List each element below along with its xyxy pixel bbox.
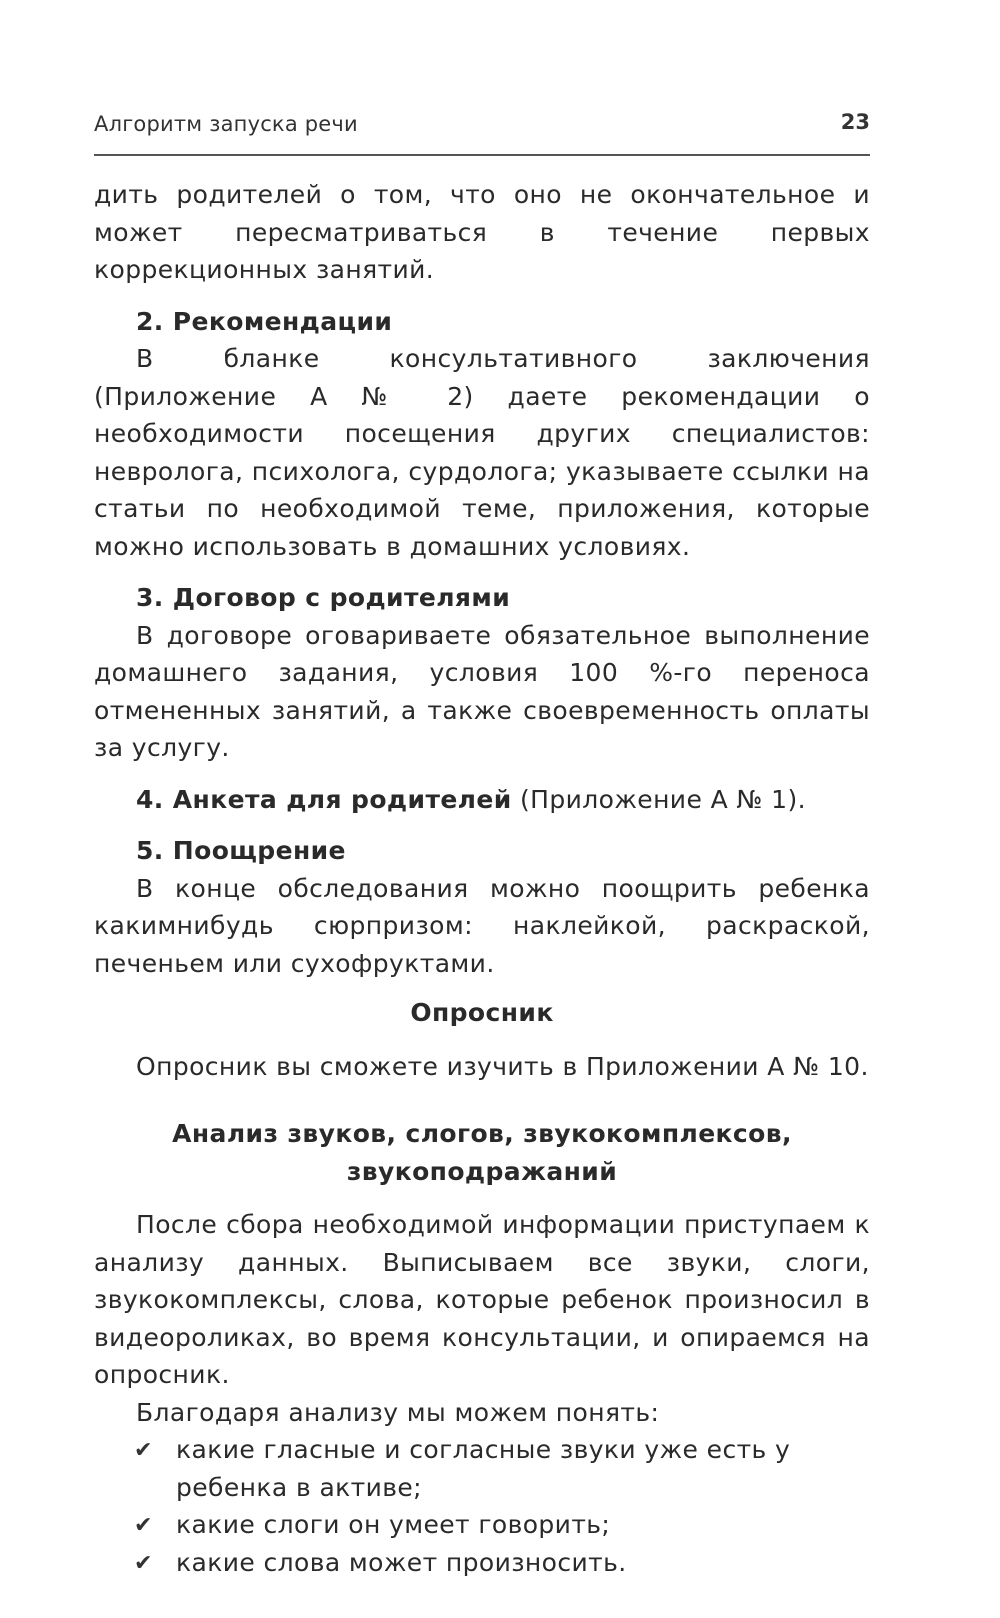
checkmark-icon: ✔ bbox=[134, 1550, 153, 1576]
list-item-text: какие слоги он умеет говорить; bbox=[176, 1510, 611, 1539]
section-text-recommendations: В бланке консультативного заключения (Приложение А № 2) даете рекомендации о необходимости посещения других специалистов: невролога, психолога, сурдолога; указываете ссылки на статьи по необходимой теме, приложения, которые можно использовать в домашних условиях. bbox=[94, 344, 870, 561]
checkmark-icon: ✔ bbox=[134, 1438, 153, 1463]
section-reference-parents-form: (Приложение А № 1). bbox=[511, 784, 806, 814]
list-item bbox=[94, 1544, 870, 1582]
heading-analysis bbox=[94, 1115, 870, 1190]
section-questionnaire-parents bbox=[94, 781, 870, 819]
page-body bbox=[94, 176, 870, 1581]
section-heading-reward: 5. Поощрение bbox=[136, 836, 346, 865]
heading-analysis-line2: звукоподражаний bbox=[346, 1156, 618, 1186]
analysis-lead: Благодаря анализу мы можем понять: bbox=[136, 1397, 660, 1427]
running-title: Алгоритм запуска речи bbox=[94, 112, 358, 136]
list-item bbox=[94, 1431, 870, 1506]
heading-questionnaire: Опросник bbox=[410, 998, 554, 1027]
heading-analysis-line1: Анализ звуков, слогов, звукокомплексов, bbox=[172, 1119, 792, 1148]
section-text-contract: В договоре оговариваете обязательное выполнение домашнего задания, условия 100 %-го переноса отмененных занятий, а также своевременность оплаты за услугу. bbox=[94, 620, 870, 762]
questionnaire-text: Опросник вы сможете изучить в Приложении А № 10. bbox=[136, 1051, 869, 1081]
page-header bbox=[94, 108, 870, 156]
analysis-paragraph: После сбора необходимой информации приступаем к анализу данных. Выписываем все звуки, слоги, звукокомплексы, слова, которые ребенок произносил в видеороликах, во время консультации, и опираемся на опросник. bbox=[94, 1210, 870, 1389]
analysis-checklist bbox=[94, 1431, 870, 1581]
page-number: 23 bbox=[840, 110, 870, 134]
section-heading-parents-form: 4. Анкета для родителей bbox=[136, 784, 512, 814]
section-heading-contract: 3. Договор с родителями bbox=[136, 583, 511, 612]
intro-paragraph: дить родителей о том, что оно не окончательное и может пересматриваться в течение первых коррекционных занятий. bbox=[94, 180, 870, 284]
checkmark-icon: ✔ bbox=[134, 1513, 153, 1538]
section-text-reward: В конце обследования можно поощрить ребенка какимнибудь сюрпризом: наклейкой, раскраской, печеньем или сухофруктами. bbox=[94, 873, 870, 978]
section-heading-recommendations: 2. Рекомендации bbox=[136, 306, 393, 336]
list-item-text: какие слова может произносить. bbox=[176, 1547, 627, 1577]
list-item bbox=[94, 1506, 870, 1544]
list-item-text: какие гласные и согласные звуки уже есть у ребенка в активе; bbox=[176, 1435, 791, 1502]
